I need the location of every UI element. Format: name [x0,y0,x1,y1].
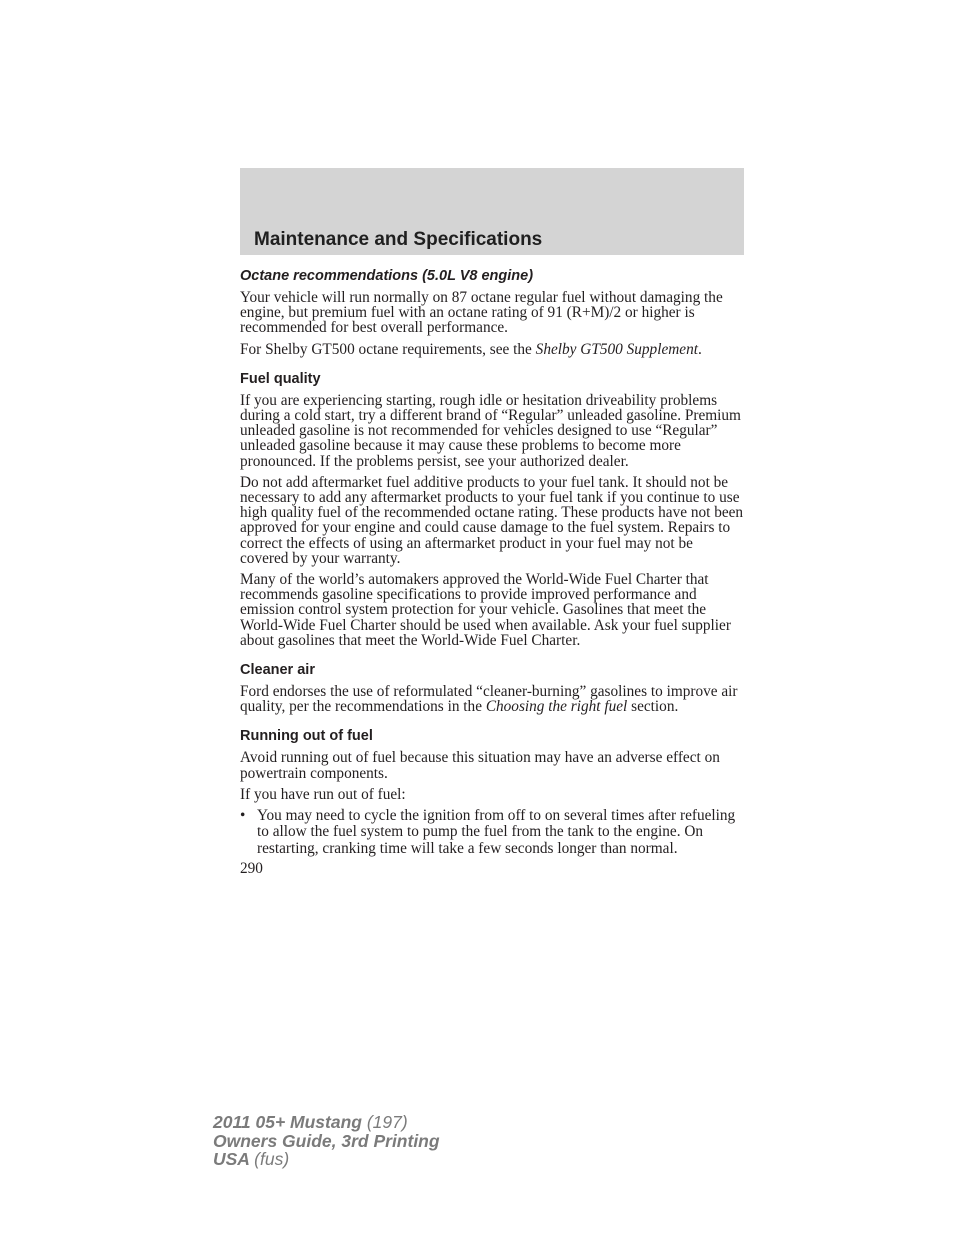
footer-line-2 [213,1132,440,1151]
heading-fuel-quality: Fuel quality [240,370,321,387]
page-content [240,267,744,877]
list-item [240,808,744,857]
footer-line-1 [213,1113,440,1132]
heading-running-out-of-fuel: Running out of fuel [240,728,373,745]
paragraph-octane-2-suffix: . [697,340,702,358]
page-number: 290 [240,859,263,877]
paragraph-cleaner-air-1 [240,684,744,714]
heading-cleaner-air: Cleaner air [240,662,315,679]
paragraph-running-out-1: Avoid running out of fuel because this situation may have an adverse effect on powertrain components. [240,749,720,782]
document-footer [213,1113,440,1169]
paragraph-fuel-quality-1: If you are experiencing starting, rough idle or hesitation driveability problems during a cold start, try a different brand of “Regular” unleaded gasoline. Premium unleaded gasoline is not recommended for vehicles designed to use “Regular” unleaded gasoline because it may cause these problems to become more pronounced. If the problems persist, see your authorized dealer. [240,391,741,470]
paragraph-cleaner-air-prefix: Ford endorses the use of reformulated “cleaner-burning” gasolines to improve air quality, per the recommendations in the [240,683,738,716]
paragraph-octane-1: Your vehicle will run normally on 87 octane regular fuel without damaging the engine, but premium fuel with an octane rating of 91 (R+M)/2 or higher is recommended for best overall performance. [240,289,723,337]
section-header-title: Maintenance and Specifications [254,229,543,250]
section-gap [240,654,744,661]
shelby-supplement-reference: Shelby GT500 Supplement [535,340,698,358]
footer-market-code: (fus) [254,1149,290,1169]
paragraph-running-out-2: If you have run out of fuel: [240,785,406,803]
paragraph-octane-2-prefix: For Shelby GT500 octane requirements, see the [240,340,536,358]
paragraph-fuel-quality-3: Many of the world’s automakers approved the World-Wide Fuel Charter that recommends gasoline specifications to provide improved performance and emission control system protection for your vehicle. Gasolines that meet the World-Wide Fuel Charter should be used when available. Ask your fuel supplier about gasolines that meet the World-Wide Fuel Charter. [240,571,731,649]
section-gap [240,363,744,370]
section-header-band [240,168,744,255]
paragraph-fuel-quality-2: Do not add aftermarket fuel additive products to your fuel tank. It should not be necessary to add any aftermarket products to your fuel tank if you continue to use high quality fuel of the recommended octane rating. These products have not been approved for your engine and could cause damage to the fuel system. Repairs to correct the effects of using an aftermarket product in your fuel may not be covered by your warranty. [240,473,744,567]
section-gap [240,720,744,727]
footer-model-code: (197) [366,1112,408,1132]
footer-model: 2011 05+ Mustang [213,1112,367,1132]
footer-line-3 [213,1150,440,1169]
heading-octane-recommendations: Octane recommendations (5.0L V8 engine) [240,268,534,284]
choosing-right-fuel-reference: Choosing the right fuel [485,698,628,716]
paragraph-cleaner-air-suffix: section. [627,698,679,716]
paragraph-octane-2 [240,342,744,357]
footer-market: USA [213,1149,255,1169]
bullet-mark: • [240,807,246,825]
footer-guide-edition: Owners Guide, 3rd Printing [213,1130,440,1151]
bullet-text: You may need to cycle the ignition from off to on several times after refueling to allow the fuel system to pump the fuel from the tank to the engine. On restarting, cranking time will take a few seconds longer than normal. [257,807,736,857]
